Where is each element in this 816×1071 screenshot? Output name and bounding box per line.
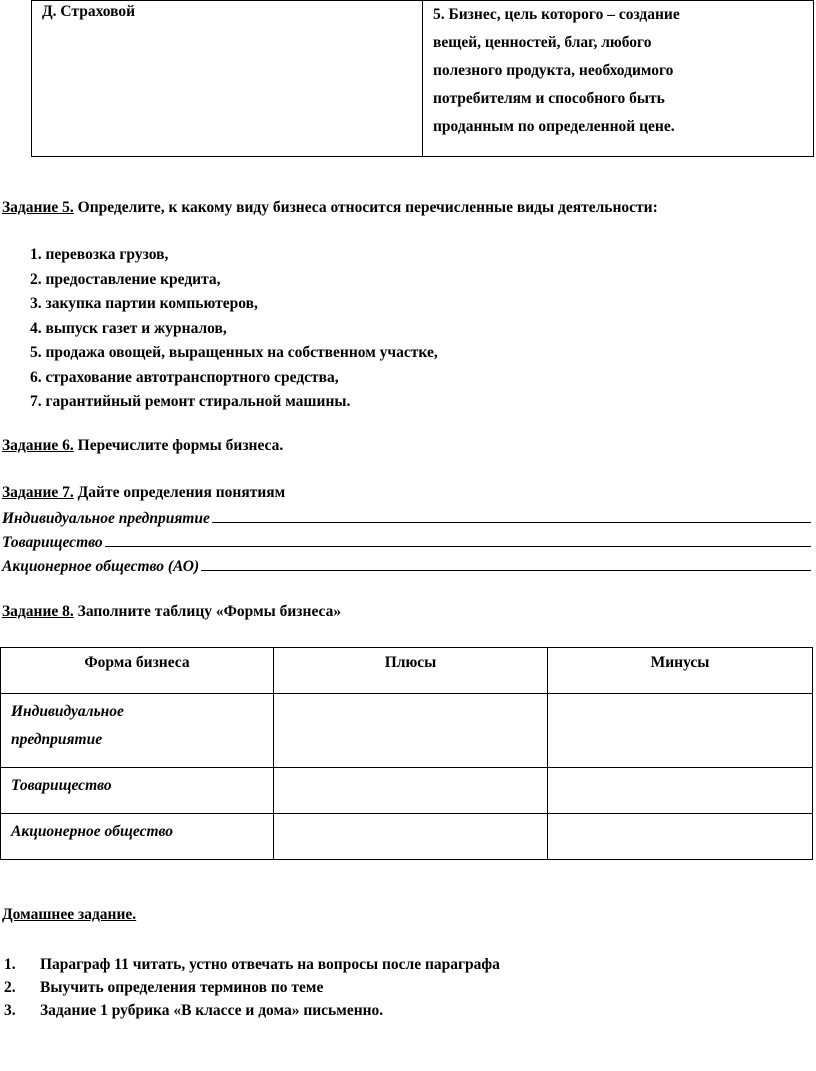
item-number: 3. (4, 1002, 16, 1019)
business-type-cell: Д. Страховой (32, 1, 423, 157)
pros-cell[interactable] (274, 814, 548, 860)
item-text: Задание 1 рубрика «В классе и дома» письменно. (40, 1002, 384, 1019)
pros-cell[interactable] (274, 768, 548, 814)
form-cell: Товарищество (1, 768, 274, 814)
task6-heading (2, 437, 283, 455)
task7-heading (2, 484, 285, 502)
form-name-line: предприятие (11, 731, 103, 748)
answer-blank[interactable] (105, 532, 811, 547)
item-number: 2. (4, 979, 16, 996)
task6-label: Задание 6. (2, 437, 74, 454)
task8-text: Заполните таблицу «Формы бизнеса» (77, 603, 342, 620)
task8-heading (2, 603, 341, 621)
pros-cell[interactable] (274, 694, 548, 768)
task7-label: Задание 7. (2, 484, 74, 501)
answer-blank[interactable] (212, 508, 811, 523)
definition-line: проданным по определенной цене. (433, 118, 675, 135)
homework-title: Домашнее задание. (2, 906, 137, 923)
cons-cell[interactable] (548, 694, 813, 768)
definition-line: полезного продукта, необходимого (433, 62, 674, 79)
list-item: 6. страхование автотранспортного средства, (30, 368, 339, 386)
form-name-line: Индивидуальное (11, 703, 124, 720)
list-item: 4. выпуск газет и журналов, (30, 319, 227, 337)
definition-line: вещей, ценностей, благ, любого (433, 34, 652, 51)
term-line-joint-stock (2, 556, 811, 576)
task5-label: Задание 5. (2, 199, 74, 216)
task5-heading (2, 197, 814, 219)
definition-cell (423, 1, 814, 157)
answer-blank[interactable] (201, 556, 811, 571)
list-item: 2. предоставление кредита, (30, 270, 221, 288)
item-text: Параграф 11 читать, устно отвечать на вопросы после параграфа (40, 956, 500, 973)
list-item: 1. перевозка грузов, (30, 246, 169, 263)
header-form: Форма бизнеса (1, 648, 274, 694)
cons-cell[interactable] (548, 814, 813, 860)
list-item (0, 953, 500, 976)
definition-line: потребителям и способного быть (433, 90, 665, 107)
item-number: 1. (4, 956, 16, 973)
term-label: Акционерное общество (АО) (2, 558, 200, 575)
task8-label: Задание 8. (2, 603, 74, 620)
task5-list (30, 243, 438, 415)
homework-list (0, 953, 500, 1022)
list-item (0, 999, 500, 1022)
term-label: Товарищество (2, 534, 103, 551)
list-item: 5. продажа овощей, выращенных на собственном участке, (30, 344, 438, 361)
list-item (0, 976, 500, 999)
task7-text: Дайте определения понятиям (77, 484, 286, 501)
form-cell (1, 694, 274, 768)
form-cell: Акционерное общество (1, 814, 274, 860)
list-item: 7. гарантийный ремонт стиральной машины. (30, 393, 351, 410)
item-text: Выучить определения терминов по теме (40, 979, 324, 996)
term-line-partnership (2, 532, 811, 552)
definition-line: 5. Бизнес, цель которого – создание (433, 6, 680, 23)
task5-text: Определите, к какому виду бизнеса относится перечисленные виды деятельности: (77, 199, 658, 216)
header-pros: Плюсы (274, 648, 548, 694)
cons-cell[interactable] (548, 768, 813, 814)
business-forms-table (0, 647, 813, 860)
definitions-table (31, 0, 814, 157)
term-line-individual (2, 508, 811, 528)
term-label: Индивидуальное предприятие (2, 510, 210, 527)
task6-text: Перечислите формы бизнеса. (77, 437, 284, 454)
list-item: 3. закупка партии компьютеров, (30, 295, 258, 312)
header-cons: Минусы (548, 648, 813, 694)
